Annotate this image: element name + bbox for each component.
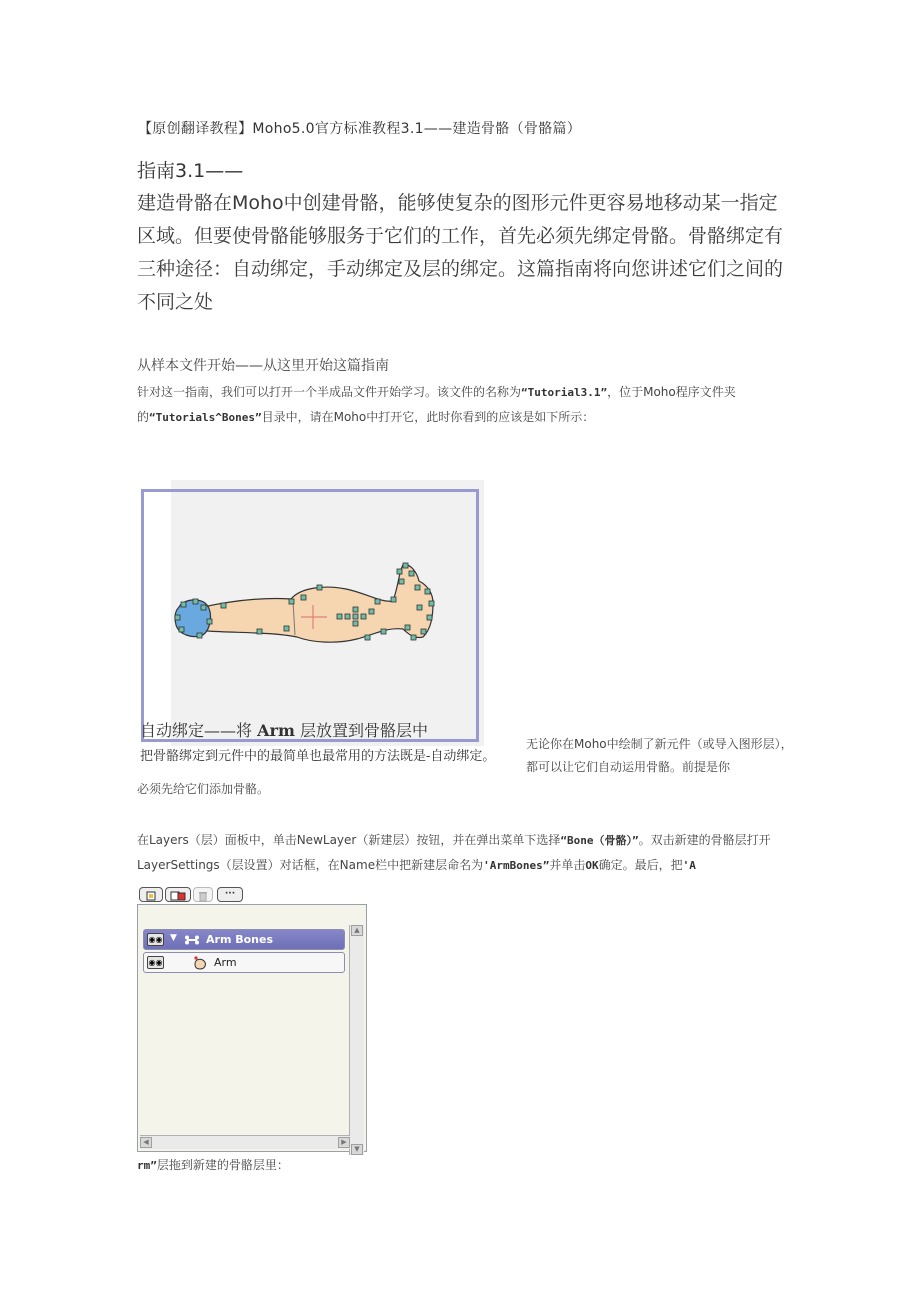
- para4-text: 层拖到新建的骨骼层里：: [156, 1158, 289, 1172]
- duplicate-layer-button[interactable]: [165, 887, 191, 902]
- new-layer-icon: [140, 890, 162, 903]
- delete-layer-icon: [194, 890, 212, 903]
- para4-head: rm”: [137, 1159, 157, 1172]
- layer-row-arm[interactable]: [143, 952, 345, 973]
- arm-layer-name: Arm: [257, 721, 295, 740]
- para3-text-c: 并单击: [549, 858, 586, 872]
- intro-paragraph: 建造骨骼在Moho中创建骨骼，能够使复杂的图形元件更容易地移动某一指定区域。但要使骨骼能够服务于它们的工作，首先必须先绑定骨骼。骨骼绑定有三种途径：自动绑定，手动绑定及层的绑定。这篇指南将向您讲述它们之间的不同之处: [137, 192, 784, 313]
- tutorial-folder-name: “Tutorials^Bones”: [149, 411, 262, 424]
- scroll-up-icon[interactable]: ▲: [351, 925, 363, 936]
- layer-row-arm-bones[interactable]: [143, 929, 345, 950]
- horizontal-scrollbar[interactable]: [140, 1135, 350, 1149]
- drag-layer-instruction: [137, 1156, 289, 1173]
- scroll-down-icon[interactable]: ▼: [351, 1144, 363, 1155]
- delete-layer-button[interactable]: [193, 887, 213, 902]
- ok-button-name: OK: [585, 859, 599, 872]
- arm-drawing-figure: [141, 489, 479, 742]
- eye-icon[interactable]: ◉◉: [148, 935, 163, 944]
- layers-panel: [137, 884, 367, 1152]
- para3-text-a: 在Layers（层）面板中，单击NewLayer（新建层）按钮，并在弹出菜单下选择: [137, 833, 561, 847]
- layer-name: Arm Bones: [206, 933, 274, 946]
- vertical-scrollbar[interactable]: [349, 925, 364, 1155]
- auto-binding-continuation: 必须先给它们添加骨骼。: [137, 782, 270, 796]
- new-layer-button[interactable]: [139, 887, 163, 902]
- section2-text-a: 自动绑定——将: [140, 721, 258, 740]
- scroll-left-icon[interactable]: ◀: [140, 1137, 152, 1148]
- para1-text-a: 针对这一指南，我们可以打开一个半成品文件开始学习。该文件的名称为: [137, 385, 522, 399]
- section-heading-auto-binding: [140, 718, 428, 741]
- layers-instructions-paragraph: [137, 828, 797, 878]
- duplicate-layer-icon: [166, 890, 190, 903]
- arm-shape: [203, 565, 433, 642]
- sample-file-paragraph: [137, 380, 797, 430]
- para3-text-d: 确定。最后，把: [598, 858, 683, 872]
- chevron-down-icon[interactable]: ▼: [170, 933, 177, 943]
- bone-menu-item-name: “Bone（骨骼）”: [560, 834, 639, 847]
- para3-tail: 'A: [682, 859, 696, 872]
- vector-layer-icon: [192, 955, 210, 971]
- eye-icon[interactable]: ◉◉: [148, 958, 163, 967]
- auto-binding-side-text: 无论你在Moho中绘制了新元件（或导入图形层），都可以让它们自动运用骨骼。前提是你: [526, 737, 793, 774]
- bone-icon: [184, 935, 200, 945]
- document-title: 【原创翻译教程】Moho5.0官方标准教程3.1——建造骨骼（骨骼篇）: [138, 121, 582, 137]
- layer-name: Arm: [214, 956, 237, 969]
- bone-layer-name: 'ArmBones”: [483, 859, 550, 872]
- section-heading-sample-file: 从样本文件开始——从这里开始这篇指南: [137, 358, 389, 374]
- more-options-button[interactable]: ···: [217, 887, 243, 902]
- layers-list: [137, 904, 367, 1152]
- para1-text-b: ，位于Moho程序文件夹的: [137, 385, 736, 424]
- scroll-right-icon[interactable]: ▶: [338, 1137, 350, 1148]
- para1-text-c: 目录中，请在Moho中打开它，此时你看到的应该是如下所示：: [261, 410, 595, 424]
- section2-text-b: 层放置到骨骼层中: [294, 721, 428, 740]
- guide-heading: 指南3.1——: [137, 160, 244, 182]
- para3-text-b: 。双击新建的骨骼层打开LayerSettings（层设置）对话框，在Name栏中把新建层命名为: [137, 833, 771, 872]
- auto-binding-intro-line: 把骨骼绑定到元件中的最简单也最常用的方法既是-自动绑定。: [140, 749, 496, 764]
- tutorial-file-name: “Tutorial3.1”: [521, 386, 608, 399]
